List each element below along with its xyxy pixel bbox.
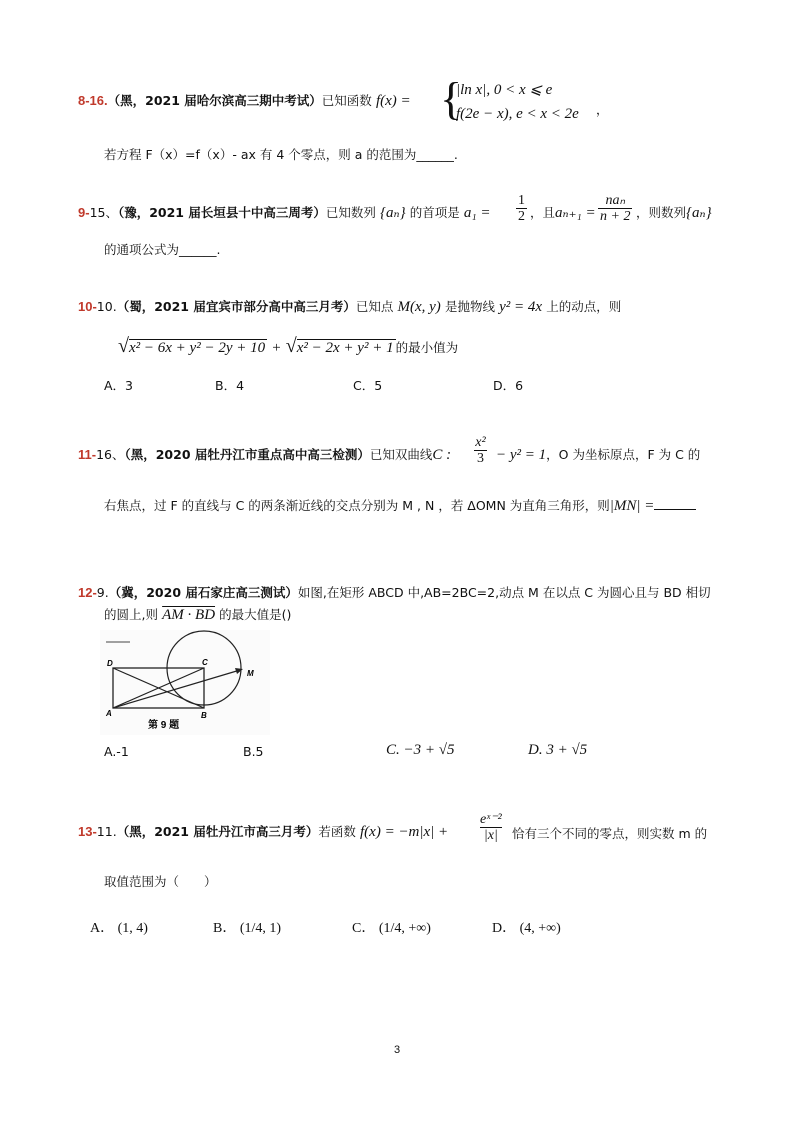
question-13-line-2: 取值范围为（ ） <box>104 874 217 889</box>
question-source: （黑，2020 届牡丹江市重点高中高三检测） <box>124 447 370 462</box>
question-12: 12-9.（冀，2020 届石家庄高三测试）如图,在矩形 ABCD 中,AB=2BC=2,动点 M 在以点 C 为圆心且与 BD 相切 <box>78 585 711 600</box>
piecewise-case-2: f(2e − x), e < x < 2e <box>456 106 579 122</box>
answer-blank[interactable] <box>654 497 696 510</box>
exponential-fraction: $\frac{\text{eˣ⁻²}}{|x|}$ <box>480 812 502 843</box>
question-8: 8-16.（黑，2021 届哈尔滨高三期中考试）已知函数 f(x) = <box>78 93 411 109</box>
question-13: 13-11.（黑，2021 届牡丹江市高三月考）若函数 f(x) = −m|x| + <box>78 824 449 840</box>
label-b: B <box>201 711 207 720</box>
question-source: （蜀，2021 届宜宾市部分高中高三月考） <box>116 299 356 314</box>
option-d[interactable]: D．6 <box>493 378 524 393</box>
option-a[interactable]: A.-1 <box>104 744 129 759</box>
piecewise-case-1: |ln x|, 0 < x ⩽ e <box>456 82 553 98</box>
option-d[interactable]: D． (4, +∞) <box>492 921 561 936</box>
option-c[interactable]: C． (1/4, +∞) <box>352 921 431 936</box>
option-c[interactable]: C. −3 + √5 <box>386 742 455 758</box>
function-expression: f(x) = <box>375 93 411 109</box>
page-number: 3 <box>394 1044 401 1056</box>
piecewise-brace: { <box>440 73 463 124</box>
question-source: （黑，2021 届牡丹江市高三月考） <box>116 824 319 839</box>
question-9-line-2: 的通项公式为______. <box>104 242 221 257</box>
question-source: （黑，2021 届哈尔滨高三期中考试） <box>107 93 322 108</box>
option-d[interactable]: D. 3 + √5 <box>528 742 588 758</box>
figure-caption: 第 9 题 <box>148 720 180 731</box>
vector-product: AM · BD <box>162 607 216 623</box>
geometry-figure <box>100 630 270 735</box>
option-a[interactable]: A．3 <box>104 378 134 393</box>
label-a: A <box>106 709 112 718</box>
question-8-line-2: 若方程 F（x）=f（x）- ax 有 4 个零点，则 a 的范围为______. <box>104 147 458 162</box>
option-b[interactable]: B． (1/4, 1) <box>213 921 282 936</box>
question-number: 8-16. <box>78 93 108 108</box>
recurrence-fraction: naₙ n + 2 <box>600 193 631 224</box>
sqrt-expression: √x² − 6x + y² − 2y + 10 + √x² − 2x + y² + 1 的最小值为 <box>118 335 459 357</box>
question-11-line-2: 右焦点，过 F 的直线与 C 的两条渐近线的交点分别为 M , N ，若 ΔOMN 为直角三角形，则|MN| = <box>104 497 696 516</box>
question-source: （冀，2020 届石家庄高三测试） <box>108 585 298 600</box>
hyperbola-fraction: $\frac{\text{x²}}{3}$ <box>475 435 486 466</box>
question-9: 9-15、（豫，2021 届长垣县十中高三周考）已知数列 {aₙ} 的首项是 a₁ = <box>78 205 491 221</box>
question-source: （豫，2021 届长垣县十中高三周考） <box>117 205 326 220</box>
option-c[interactable]: C．5 <box>353 378 383 393</box>
option-b[interactable]: B.5 <box>243 744 264 759</box>
label-m: M <box>247 669 254 678</box>
question-10: 10-10.（蜀，2021 届宜宾市部分高中高三月考）已知点 M(x, y) 是抛物线 y² = 4x 上的动点，则 <box>78 299 622 315</box>
fraction-one-half: $\frac{1}{2}$ <box>518 193 525 224</box>
option-b[interactable]: B．4 <box>215 378 245 393</box>
function-expression: f(x) = −m|x| + <box>360 824 449 840</box>
option-a[interactable]: A． (1, 4) <box>90 921 148 936</box>
label-c: C <box>202 658 208 667</box>
label-d: D <box>107 659 113 668</box>
question-11: 11-16、（黑，2020 届牡丹江市重点高中高三检测）已知双曲线C : <box>78 447 452 463</box>
